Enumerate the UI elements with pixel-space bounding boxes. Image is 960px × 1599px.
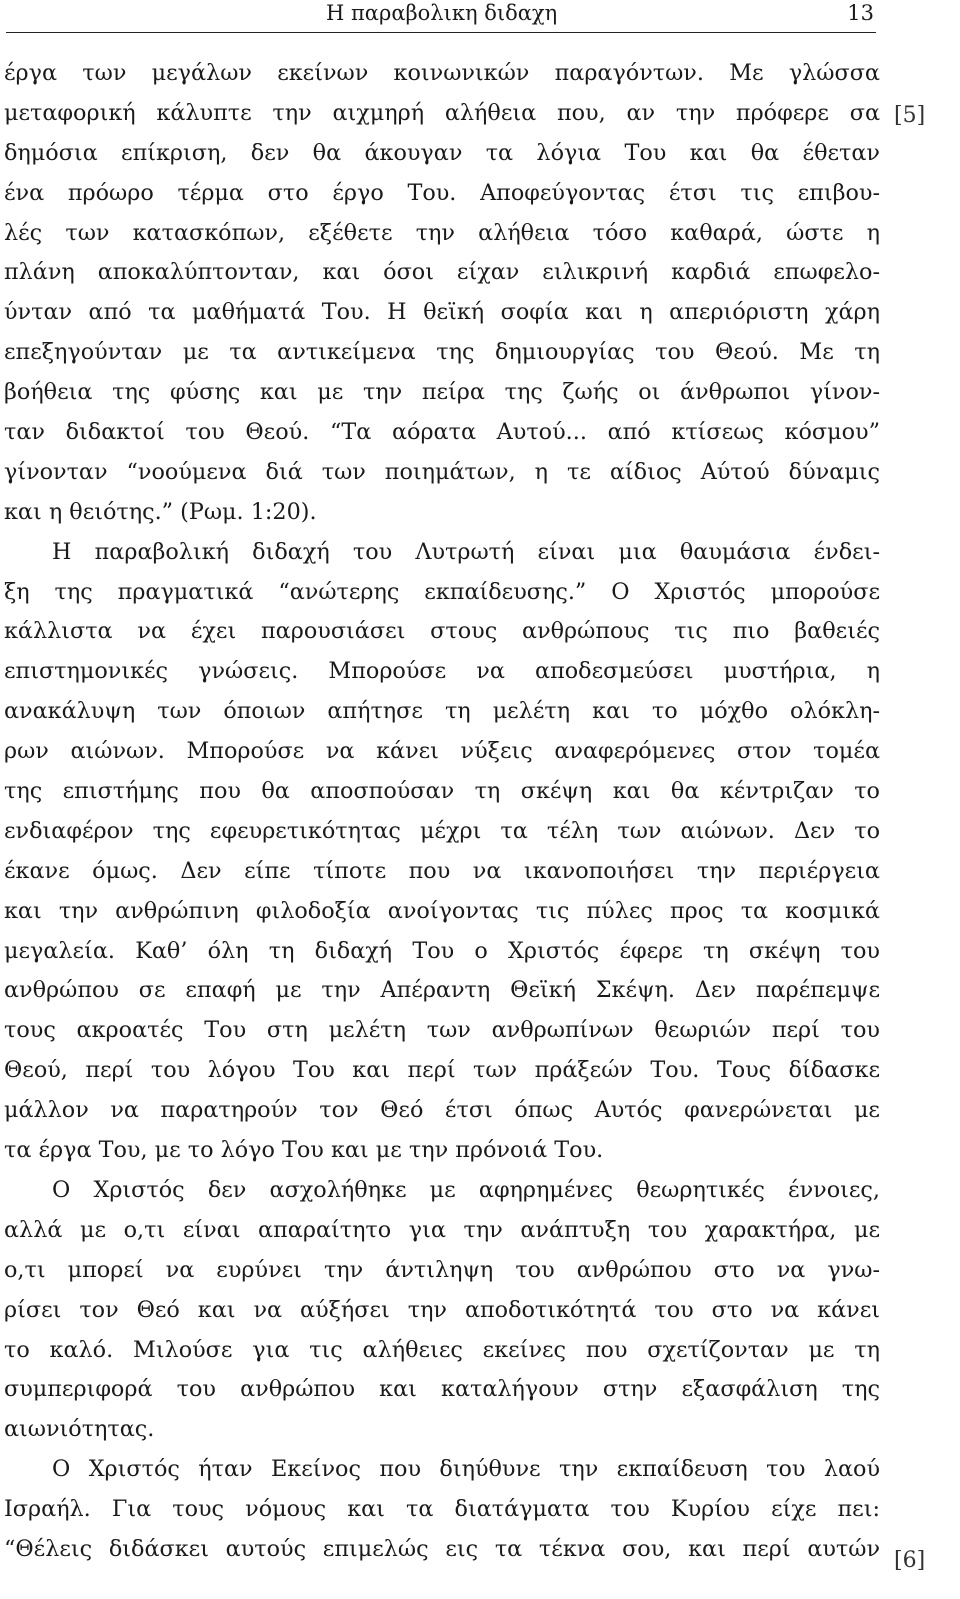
text-line: αιωνιότητας. [4,1416,155,1443]
margin-reference-6: [6] [894,1548,926,1573]
text-line: Ο Χριστός ήταν Εκείνος που διηύθυνε την εκπαίδευση του λαού [52,1456,880,1483]
text-line: μάλλον να παρατηρούν τον Θεό έτσι όπως Αυτός φανερώνεται με [4,1097,880,1124]
text-line: αλλά με ο,τι είναι απαραίτητο για την ανάπτυξη του χαρακτήρα, με [4,1216,880,1243]
text-line: ύνταν από τα μαθήματά Του. Η θεϊκή σοφία και η απεριόριστη χάρη [4,299,880,326]
text-line: πλάνη αποκαλύπτονταν, και όσοι είχαν ειλικρινή καρδιά επωφελο- [4,259,880,286]
text-line: ένα πρόωρο τέρμα στο έργο Του. Αποφεύγοντας έτσι τις επιβου- [4,179,880,206]
text-line: ρίσει τον Θεό και να αύξήσει την αποδοτικότητά του στο να κάνει [4,1296,880,1323]
page-number: 13 [847,1,874,25]
text-line: έκανε όμως. Δεν είπε τίποτε που να ικανοποιήσει την περιέργεια [4,857,880,884]
text-line: Ισραήλ. Για τους νόμους και τα διατάγματα του Κυρίου είχε πει: [4,1496,880,1523]
text-line: κάλλιστα να έχει παρουσιάσει στους ανθρώπους τις πιο βαθειές [4,618,880,645]
text-line: και η θειότης.” (Ρωμ. 1:20). [4,498,317,525]
text-line: συμπεριφορά του ανθρώπου και καταλήγουν στην εξασφάλιση της [4,1376,880,1403]
text-line: τα έργα Του, με το λόγο Του και με την πρόνοιά Του. [4,1137,604,1164]
text-line: επιστημονικές γνώσεις. Μπορούσε να αποδεσμεύσει μυστήρια, η [4,658,880,685]
text-line: Ο Χριστός δεν ασχολήθηκε με αφηρημένες θεωρητικές έννοιες, [52,1176,880,1203]
text-line: δημόσια επίκριση, δεν θα άκουγαν τα λόγια Του και θα έθεταν [4,139,880,166]
text-line: ο,τι μπορεί να ευρύνει την άντιληψη του ανθρώπου στο να γνω- [4,1256,880,1283]
text-line: Θεού, περί του λόγου Του και περί των πράξεών Του. Τους δίδασκε [4,1057,880,1084]
text-line: επεξηγούνταν με τα αντικείμενα της δημιουργίας του Θεού. Με τη [4,339,880,366]
text-line: βοήθεια της φύσης και με την πείρα της ζωής οι άνθρωποι γίνον- [4,379,880,406]
text-line: μεγαλεία. Καθ’ όλη τη διδαχή Του ο Χριστός έφερε τη σκέψη του [4,937,880,964]
text-line: “Θέλεις διδάσκει αυτούς επιμελώς εις τα τέκνα σου, και περί αυτών [4,1535,880,1562]
running-title: Η παραβολικη διδαχη [326,1,558,25]
text-line: Η παραβολική διδαχή του Λυτρωτή είναι μια θαυμάσια ένδει- [52,538,880,565]
margin-reference-5: [5] [894,103,926,128]
text-line: έργα των μεγάλων εκείνων κοινωνικών παραγόντων. Με γλώσσα [4,60,880,86]
text-line: ξη της πραγματικά “ανώτερης εκπαίδευσης.” Ο Χριστός μπορούσε [4,578,880,605]
text-line: το καλό. Μιλούσε για τις αλήθειες εκείνες που σχετίζονταν με τη [4,1336,880,1363]
text-line: της επιστήμης που θα αποσπούσαν τη σκέψη και θα κέντριζαν το [4,778,880,805]
text-line: ρων αιώνων. Μπορούσε να κάνει νύξεις αναφερόμενες στον τομέα [4,738,880,765]
text-line: ανακάλυψη των όποιων απήτησε τη μελέτη και το μόχθο ολόκλη- [4,698,880,725]
running-header [6,0,876,33]
text-line: γίνονταν “νοούμενα διά των ποιημάτων, η τε αίδιος Αύτού δύναμις [4,458,880,485]
text-line: ταν διδακτοί του Θεού. “Τα αόρατα Αυτού... από κτίσεως κόσμου” [4,419,880,446]
text-line: μεταφορική κάλυπτε την αιχμηρή αλήθεια που, αν την πρόφερε σα [4,99,880,126]
text-line: τους ακροατές Του στη μελέτη των ανθρωπίνων θεωριών περί του [4,1017,880,1044]
text-line: ανθρώπου σε επαφή με την Απέραντη Θεϊκή Σκέψη. Δεν παρέπεμψε [4,977,880,1004]
text-line: και την ανθρώπινη φιλοδοξία ανοίγοντας τις πύλες προς τα κοσμικά [4,897,880,924]
text-line: λές των κατασκόπων, εξέθετε την αλήθεια τόσο καθαρά, ώστε η [4,219,880,246]
body-text [4,54,880,1570]
text-line: ενδιαφέρον της εφευρετικότητας μέχρι τα τέλη των αιώνων. Δεν το [4,817,880,844]
